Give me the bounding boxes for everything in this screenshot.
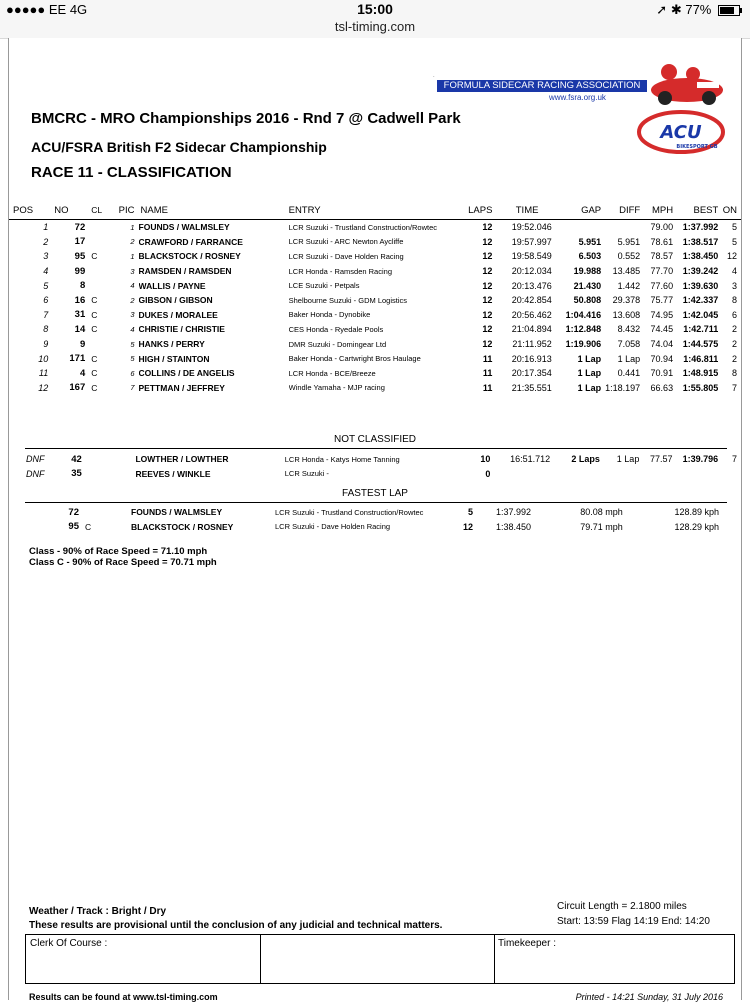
cell-diff: [601, 220, 640, 235]
fastest-lap-table: [9, 505, 741, 534]
table-row: [9, 381, 741, 396]
cell-time: 21:35.551: [511, 382, 552, 393]
cell-pos: 3: [43, 251, 49, 262]
cell-name: HIGH / STAINTON: [138, 353, 210, 364]
cell-mph: 77.70: [650, 266, 674, 277]
cell-time: 20:13.476: [511, 280, 552, 291]
cell-pos: DNF: [25, 468, 45, 479]
cell-laps: 12: [482, 251, 493, 262]
col-entry: ENTRY: [288, 204, 321, 216]
cell-entry: Baker Honda - Dynobike: [288, 310, 371, 320]
cell-time: 16:51.712: [510, 454, 551, 465]
cell-no: 17: [74, 236, 86, 248]
cell-blank: [107, 505, 131, 520]
table-row: [9, 452, 741, 467]
cell-name: HANKS / PERRY: [138, 339, 205, 350]
col-laps: LAPS: [468, 204, 493, 216]
cell-pic: 5: [130, 339, 135, 349]
cell-mph: 74.45: [650, 324, 674, 335]
cell-best: 1:48.915: [682, 368, 719, 379]
cell-best: 1:39.630: [682, 280, 719, 291]
cell-on: 2: [731, 353, 737, 364]
col-best: BEST: [693, 204, 719, 216]
table-row: [9, 278, 741, 293]
acu-logo-sub: BIKESPORT GB: [676, 144, 718, 150]
cell-entry: LCR Suzuki - Dave Holden Racing: [288, 251, 404, 261]
cell-laps: 12: [482, 324, 493, 335]
circuit-length: Circuit Length = 2.1800 miles: [557, 901, 687, 912]
cell-time: 1:37.992: [495, 507, 531, 518]
location-icon: ➚: [656, 2, 668, 17]
class-c-note: Class C - 90% of Race Speed = 70.71 mph: [29, 557, 217, 568]
cell-pos: 9: [43, 339, 49, 350]
cell-pos: 1: [43, 222, 49, 233]
cell-laps: 11: [482, 382, 493, 393]
cell-cl: C: [91, 309, 98, 320]
table-row: [9, 249, 741, 264]
status-right: [656, 2, 740, 18]
cell-entry: LCR Honda - BCE/Breeze: [288, 368, 376, 378]
cell-entry: Shelbourne Suzuki - GDM Logistics: [288, 295, 407, 305]
cell-diff: 13.608: [612, 309, 641, 320]
acu-logo-text: ACU: [660, 122, 702, 143]
cell-time: 20:42.854: [511, 295, 552, 306]
cell-diff: 5.951: [617, 236, 641, 247]
cell-no: 14: [74, 323, 86, 335]
cell-no: 72: [68, 506, 79, 518]
table-row: [9, 264, 741, 279]
sidecar-icon: [647, 58, 727, 108]
race-title: RACE 11 - CLASSIFICATION: [31, 164, 232, 181]
cell-blank: [719, 505, 741, 520]
divider: [25, 448, 727, 449]
cell-entry: LCR Suzuki - Dave Holden Racing: [275, 522, 391, 532]
cell-no: 99: [74, 265, 86, 277]
race-times: Start: 13:59 Flag 14:19 End: 14:20: [557, 916, 710, 927]
cell-no: 95: [74, 250, 86, 262]
cell-on: 5: [731, 236, 737, 247]
cell-blank: [9, 505, 49, 520]
cell-laps: 12: [482, 266, 493, 277]
cell-gap: 1 Lap: [577, 353, 602, 364]
signature-box: [25, 934, 735, 984]
status-bar: [0, 0, 750, 39]
col-no: NO: [54, 204, 69, 216]
cell-diff: 1 Lap: [616, 454, 640, 465]
cell-pos: 6: [43, 295, 49, 306]
cell-pos: 7: [43, 309, 49, 320]
bluetooth-icon: ✱: [670, 2, 682, 17]
printed-timestamp: Printed - 14:21 Sunday, 31 July 2016: [575, 992, 723, 1002]
fastest-lap-heading: FASTEST LAP: [342, 488, 408, 499]
cell-entry: LCR Suzuki -: [284, 469, 329, 479]
cell-time: 19:57.997: [511, 236, 552, 247]
cell-pos: 5: [43, 280, 49, 291]
col-pic: PIC: [118, 204, 135, 216]
cell-gap: 2 Laps: [571, 454, 600, 465]
cell-entry: Windle Yamaha - MJP racing: [288, 383, 385, 393]
cell-blank: [9, 520, 49, 535]
cell-laps: 11: [482, 368, 493, 379]
col-pos: POS: [13, 204, 34, 216]
cell-entry: LCR Suzuki - ARC Newton Aycliffe: [288, 237, 404, 247]
cell-mph: 75.77: [650, 295, 674, 306]
cell-diff: 8.432: [617, 324, 641, 335]
cell-gap: 1:04.416: [565, 309, 602, 320]
table-row: [9, 293, 741, 308]
cell-time: 21:11.952: [512, 339, 552, 350]
cell-name: REEVES / WINKLE: [135, 468, 211, 479]
cell-best: 1:42.711: [683, 324, 719, 335]
cell-pos: 8: [43, 324, 49, 335]
cell-best: 1:46.811: [683, 353, 719, 364]
cell-pos: 2: [43, 236, 49, 247]
cell-cl: [88, 452, 111, 467]
cell-name: BLACKSTOCK / ROSNEY: [131, 521, 234, 532]
cell-entry: LCE Suzuki - Petpals: [288, 281, 360, 291]
cell-mph: 79.71 mph: [580, 521, 623, 532]
cell-time: 21:04.894: [511, 324, 552, 335]
cell-entry: DMR Suzuki - Domingear Ltd: [288, 339, 387, 349]
cell-time: [500, 467, 550, 482]
cell-on: 4: [731, 266, 737, 277]
cell-pic: 1: [130, 251, 135, 261]
cell-best: 1:42.045: [682, 309, 719, 320]
cell-name: FOUNDS / WALMSLEY: [138, 222, 230, 233]
table-row: [9, 505, 741, 520]
table-row: [9, 337, 741, 352]
cell-on: [718, 467, 741, 482]
cell-mph: 78.57: [650, 251, 674, 262]
cell-cl: [88, 467, 111, 482]
cell-time: 20:56.462: [511, 309, 552, 320]
cell-pic: 2: [130, 295, 135, 305]
cell-laps: 12: [482, 309, 493, 320]
cell-kph: 128.89 kph: [674, 507, 719, 518]
col-on: ON: [722, 204, 737, 216]
cell-on: 2: [731, 324, 737, 335]
cell-time: 20:17.354: [511, 368, 552, 379]
cell-mph: 70.94: [650, 353, 674, 364]
cell-laps: 0: [485, 468, 491, 479]
clerk-cell: [26, 935, 261, 983]
timekeeper-label: Timekeeper :: [498, 938, 556, 949]
cell-laps: 12: [482, 295, 493, 306]
divider: [25, 502, 727, 503]
cell-mph: 70.91: [650, 368, 674, 379]
cell-pos: 12: [38, 382, 49, 393]
cell-time: 19:52.046: [511, 222, 552, 233]
cell-pic: 4: [130, 281, 135, 291]
cell-lap: 12: [462, 521, 473, 532]
cell-gap: [550, 467, 600, 482]
cell-on: 8: [731, 295, 737, 306]
cell-diff: 1:18.197: [605, 382, 641, 393]
cell-best: 1:38.517: [682, 236, 719, 247]
cell-gap: 1:19.906: [565, 339, 602, 350]
cell-no: 9: [79, 338, 86, 350]
cell-diff: 0.552: [617, 251, 641, 262]
battery-fill: [720, 7, 734, 14]
cell-best: 1:55.805: [682, 382, 719, 393]
table-row: [9, 220, 741, 235]
battery-percent: 77%: [685, 2, 712, 17]
cell-best: 1:42.337: [682, 295, 719, 306]
cell-entry: LCR Honda - Katys Home Tanning: [284, 454, 400, 464]
cell-cl: C: [91, 251, 98, 262]
cell-cl: [91, 278, 114, 293]
col-name: NAME: [140, 204, 168, 216]
table-header-row: [9, 201, 741, 220]
cell-cl: C: [91, 353, 98, 364]
cell-diff: 1 Lap: [617, 353, 641, 364]
cell-kph: 128.29 kph: [674, 521, 719, 532]
cell-pic: 3: [130, 266, 135, 276]
cell-name: COLLINS / DE ANGELIS: [138, 368, 235, 379]
cell-best: 1:44.575: [682, 339, 719, 350]
championship-title: ACU/FSRA British F2 Sidecar Championship: [31, 139, 327, 155]
cell-laps: 12: [482, 236, 493, 247]
fsra-url: www.fsra.org.uk: [549, 93, 606, 102]
cell-pic: 2: [130, 237, 135, 247]
cell-no: 35: [71, 468, 82, 480]
col-diff: DIFF: [619, 204, 641, 216]
cell-cl: [91, 337, 114, 352]
cell-on: 7: [731, 382, 737, 393]
cell-laps: 11: [482, 353, 493, 364]
clerk-label: Clerk Of Course :: [30, 938, 108, 949]
cell-pic: 5: [130, 354, 135, 364]
cell-no: 16: [74, 294, 86, 306]
acu-logo: [635, 110, 727, 156]
cell-pos: DNF: [25, 454, 45, 465]
cell-best: 1:39.796: [682, 454, 719, 465]
cell-name: DUKES / MORALEE: [138, 309, 218, 320]
cell-pic: 7: [130, 383, 135, 393]
cell-cl: C: [91, 295, 98, 306]
cell-diff: 29.378: [612, 295, 641, 306]
address-bar-url[interactable]: tsl-timing.com: [334, 19, 416, 34]
cell-name: RAMSDEN / RAMSDEN: [138, 266, 232, 277]
cell-time: 1:38.450: [495, 521, 531, 532]
cell-no: 95: [68, 521, 79, 533]
cell-entry: LCR Suzuki - Trustland Construction/Rowtec: [288, 222, 438, 232]
cell-mph: 78.61: [650, 236, 674, 247]
cell-diff: 0.441: [617, 368, 641, 379]
cell-mph: 77.60: [650, 280, 674, 291]
event-title: BMCRC - MRO Championships 2016 - Rnd 7 @ Cadwell Park: [31, 110, 461, 127]
results-document: [8, 38, 742, 1000]
cell-laps: 12: [482, 280, 493, 291]
cell-best: 1:37.992: [682, 222, 719, 233]
blank-cell: [260, 935, 495, 983]
cell-gap: 19.988: [573, 266, 602, 277]
cell-name: FOUNDS / WALMSLEY: [131, 507, 223, 518]
cell-cl: [91, 264, 114, 279]
cell-pic: 1: [130, 222, 135, 232]
cell-no: 167: [69, 382, 86, 394]
col-mph: MPH: [651, 204, 674, 216]
cell-time: 20:12.034: [511, 266, 552, 277]
cell-entry: CES Honda - Ryedale Pools: [288, 324, 384, 334]
cell-pic: [111, 467, 136, 482]
cell-name: BLACKSTOCK / ROSNEY: [138, 251, 241, 262]
table-row: [9, 520, 741, 535]
cell-cl: C: [91, 324, 98, 335]
cell-pos: 10: [38, 353, 49, 364]
cell-time: 20:16.913: [511, 353, 552, 364]
table-row: [9, 308, 741, 323]
cell-entry: Baker Honda - Cartwright Bros Haulage: [288, 354, 421, 364]
cell-blank: [107, 520, 131, 535]
col-gap: GAP: [581, 204, 602, 216]
provisional-notice: These results are provisional until the conclusion of any judicial and technical matters.: [29, 920, 443, 931]
col-time: TIME: [515, 204, 539, 216]
cell-gap: 1 Lap: [577, 368, 602, 379]
cell-name: CRAWFORD / FARRANCE: [138, 236, 243, 247]
cell-laps: 12: [482, 222, 493, 233]
fsra-logo-mark: .: [433, 73, 435, 79]
cell-pos: 4: [43, 266, 49, 277]
cell-on: 12: [726, 251, 737, 262]
table-row: [9, 366, 741, 381]
table-row: [9, 351, 741, 366]
clock: 15:00: [357, 1, 393, 17]
cell-pic: [111, 452, 136, 467]
cell-cl: C: [85, 521, 92, 532]
cell-mph: 77.57: [649, 454, 673, 465]
results-link[interactable]: Results can be found at www.tsl-timing.com: [29, 992, 218, 1002]
fsra-banner: FORMULA SIDECAR RACING ASSOCIATION: [437, 80, 647, 92]
table-row: [9, 322, 741, 337]
cell-diff: 13.485: [612, 266, 641, 277]
cell-name: CHRISTIE / CHRISTIE: [138, 324, 225, 335]
cell-gap: 6.503: [578, 251, 602, 262]
cell-name: LOWTHER / LOWTHER: [135, 454, 229, 465]
cell-cl: [85, 505, 107, 520]
cell-lap: 5: [467, 507, 473, 518]
carrier-signal: ●●●●● EE 4G: [6, 2, 88, 17]
cell-gap: [552, 220, 601, 235]
cell-on: 5: [731, 222, 737, 233]
cell-diff: 7.058: [617, 339, 641, 350]
not-classified-heading: NOT CLASSIFIED: [333, 434, 417, 445]
cell-no: 171: [69, 353, 86, 365]
cell-diff: 1.442: [617, 280, 641, 291]
cell-pic: 3: [130, 310, 135, 320]
col-cl: CL: [91, 205, 103, 215]
cell-mph: 80.08 mph: [580, 507, 623, 518]
cell-no: 4: [79, 367, 86, 379]
cell-on: 3: [731, 280, 737, 291]
cell-pic: 4: [130, 324, 135, 334]
cell-name: WALLIS / PAYNE: [138, 280, 206, 291]
cell-mph: 74.95: [650, 309, 674, 320]
cell-gap: 50.808: [573, 295, 602, 306]
cell-mph: 66.63: [650, 382, 674, 393]
cell-entry: LCR Suzuki - Trustland Construction/Rowtec: [275, 507, 424, 517]
cell-entry: LCR Honda - Ramsden Racing: [288, 266, 392, 276]
cell-on: 7: [731, 454, 737, 465]
cell-no: 31: [74, 309, 86, 321]
cell-diff: [600, 467, 639, 482]
cell-cl: [91, 220, 114, 235]
cell-best: [673, 467, 719, 482]
cell-gap: 1 Lap: [577, 382, 602, 393]
cell-no: 42: [71, 453, 82, 465]
cell-gap: 1:12.848: [565, 324, 602, 335]
race-speed-notes: [29, 546, 217, 568]
cell-mph: 74.04: [650, 339, 674, 350]
cell-on: 6: [731, 309, 737, 320]
cell-best: 1:38.450: [682, 251, 719, 262]
cell-no: 8: [79, 280, 86, 292]
cell-gap: 21.430: [573, 280, 602, 291]
cell-name: GIBSON / GIBSON: [138, 295, 213, 306]
cell-on: 8: [731, 368, 737, 379]
cell-time: 19:58.549: [511, 251, 552, 262]
cell-laps: 10: [480, 454, 491, 465]
cell-mph: [639, 467, 672, 482]
weather-track: Weather / Track : Bright / Dry: [29, 906, 167, 917]
cell-blank: [719, 520, 741, 535]
cell-pos: 11: [38, 368, 49, 379]
not-classified-table: [9, 452, 741, 481]
table-row: [9, 467, 741, 482]
cell-name: PETTMAN / JEFFREY: [138, 382, 225, 393]
cell-laps: 12: [482, 339, 493, 350]
cell-gap: 5.951: [578, 236, 602, 247]
cell-cl: C: [91, 382, 98, 393]
cell-no: 72: [74, 221, 86, 233]
classification-table: [9, 201, 741, 395]
cell-pic: 6: [130, 368, 135, 378]
cell-on: 2: [731, 339, 737, 350]
cell-mph: 79.00: [650, 222, 674, 233]
cell-cl: C: [91, 368, 98, 379]
class-note: Class - 90% of Race Speed = 71.10 mph: [29, 546, 208, 557]
cell-cl: [91, 235, 114, 250]
cell-best: 1:39.242: [682, 266, 719, 277]
table-row: [9, 235, 741, 250]
battery-icon: [718, 5, 740, 16]
